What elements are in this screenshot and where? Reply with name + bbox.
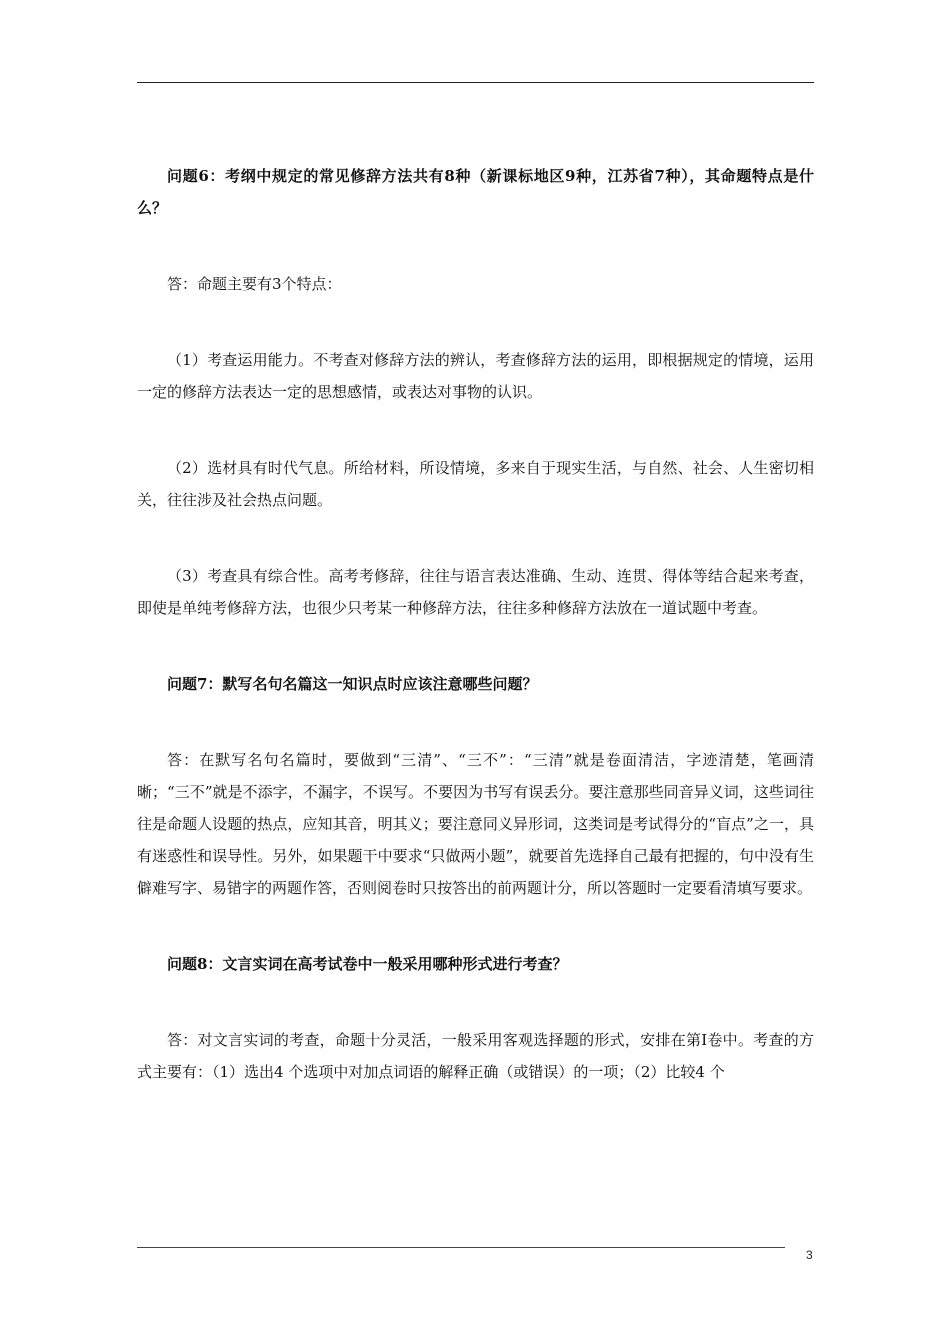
answer-6-point-1: （1）考查运用能力。不考查对修辞方法的辨认，考查修辞方法的运用，即根据规定的情境，运用一定的修辞方法表达一定的思想感情，或表达对事物的认识。 [137,351,814,401]
footer-rule [137,1247,785,1248]
page-number: 3 [806,1248,813,1262]
answer-8: 答：对文言实词的考查，命题十分灵活，一般采用客观选择题的形式，安排在第Ⅰ卷中。考查的方式主要有：（1）选出4 个选项中对加点词语的解释正确（或错误）的一项；（2）比较4 个 [137,1031,814,1081]
answer-6-point-3: （3）考查具有综合性。高考考修辞，往往与语言表达准确、生动、连贯、得体等结合起来考查，即使是单纯考修辞方法，也很少只考某一种修辞方法，往往多种修辞方法放在一道试题中考查。 [137,567,814,617]
document-body [137,160,814,1088]
answer-7: 答：在默写名句名篇时，要做到“三清”、“三不”：“三清”就是卷面清洁，字迹清楚，笔画清晰；“三不”就是不添字，不漏字，不误写。不要因为书写有误丢分。要注意那些同音异义词，这些词往往是命题人设题的热点，应知其音，明其义；要注意同义异形词，这类词是考试得分的“盲点”之一，具有迷惑性和误导性。另外，如果题干中要求“只做两小题”，就要首先选择自己最有把握的，句中没有生僻难写字、易错字的两题作答，否则阅卷时只按答出的前两题计分，所以答题时一定要看清填写要求。 [137,751,814,897]
question-8: 问题8：文言实词在高考试卷中一般采用哪种形式进行考查？ [167,955,568,973]
answer-6-intro: 答：命题主要有3个特点： [167,275,342,293]
question-6: 问题6：考纲中规定的常见修辞方法共有8种（新课标地区9种，江苏省7种），其命题特点是什么？ [137,167,814,217]
header-rule [137,82,814,83]
answer-6-point-2: （2）选材具有时代气息。所给材料，所设情境，多来自于现实生活，与自然、社会、人生密切相关，往往涉及社会热点问题。 [137,459,814,509]
question-7: 问题7：默写名句名篇这一知识点时应该注意哪些问题？ [167,675,538,693]
